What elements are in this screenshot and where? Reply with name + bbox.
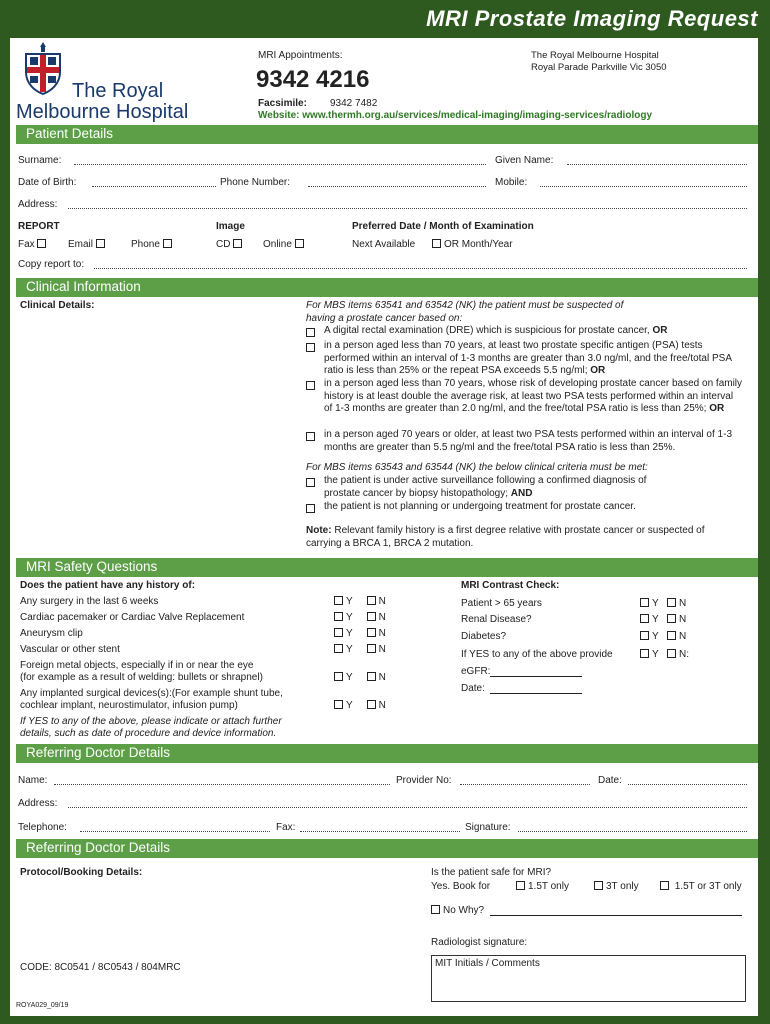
checkbox[interactable] (640, 631, 649, 640)
safety-q3: Aneurysm clip (20, 628, 83, 639)
no-label: N (679, 598, 687, 609)
checkbox[interactable] (667, 631, 676, 640)
patient-details-heading: Patient Details (16, 125, 758, 144)
yes-book-label: Yes. Book for (431, 881, 491, 892)
hospital-address-1: The Royal Melbourne Hospital (531, 50, 659, 61)
no-label: N: (679, 649, 690, 660)
image-online-option[interactable] (263, 239, 307, 251)
mobile-field[interactable] (540, 186, 747, 187)
checkbox[interactable] (431, 905, 440, 914)
dob-field[interactable] (92, 186, 216, 187)
option-either[interactable] (660, 881, 742, 893)
q3-yn[interactable] (334, 628, 386, 640)
booking-code: CODE: 8C0541 / 8C0543 / 804MRC (20, 962, 181, 973)
option-either-label: 1.5T or 3T only (674, 881, 742, 892)
report-email-label: Email (68, 239, 94, 250)
checkbox[interactable] (334, 672, 343, 681)
safety-note-a: If YES to any of the above, please indicate or attach further (20, 716, 282, 727)
logo-line-2: Melbourne Hospital (16, 101, 189, 123)
checkbox[interactable] (233, 239, 242, 248)
given-name-field[interactable] (567, 164, 747, 165)
protocol-label: Protocol/Booking Details: (20, 867, 143, 878)
note-label: Note: (306, 525, 332, 536)
option-3t-label: 3T only (606, 881, 639, 892)
checkbox[interactable] (640, 649, 649, 658)
doctor-address-field[interactable] (68, 807, 747, 808)
criterion-6: the patient is not planning or undergoing treatment for prostate cancer. (324, 501, 636, 512)
c2-yn[interactable] (640, 614, 686, 626)
booking-heading: Referring Doctor Details (16, 839, 758, 858)
report-phone-label: Phone (131, 239, 160, 250)
yes-label: Y (652, 614, 659, 625)
contrast-q3: Diabetes? (461, 631, 507, 642)
safety-q2: Cardiac pacemaker or Cardiac Valve Replacement (20, 612, 245, 623)
c1-yn[interactable] (640, 598, 686, 610)
criterion-3-checkbox[interactable] (306, 381, 315, 390)
report-fax-option[interactable] (18, 239, 49, 251)
contrast-q4: If YES to any of the above provide (461, 649, 613, 660)
contrast-heading: MRI Contrast Check: (461, 580, 560, 591)
radiologist-signature-label: Radiologist signature: (431, 937, 528, 948)
c3-yn[interactable] (640, 631, 686, 643)
note-text: Relevant family history is a first degree relative with prostate cancer or suspected of carrying a BRCA 1, BRCA 2 mutation. (306, 525, 705, 549)
no-label: N (378, 628, 386, 639)
clinical-details-label: Clinical Details: (20, 300, 95, 311)
dob-label: Date of Birth: (18, 177, 77, 188)
q4-yn[interactable] (334, 644, 386, 656)
doctor-name-label: Name: (18, 775, 48, 786)
checkbox[interactable] (516, 881, 525, 890)
address-field[interactable] (68, 208, 747, 209)
checkbox[interactable] (367, 628, 376, 637)
checkbox[interactable] (640, 598, 649, 607)
c4-yn[interactable] (640, 649, 689, 661)
checkbox[interactable] (660, 881, 669, 890)
history-label: Does the patient have any history of: (20, 580, 196, 591)
given-name-label: Given Name: (495, 155, 554, 166)
no-label: N (378, 700, 386, 711)
doctor-name-field[interactable] (54, 784, 390, 785)
clinical-info-heading: Clinical Information (16, 278, 758, 297)
mbs1-intro: For MBS items 63541 and 63542 (NK) the patient must be suspected of having a prostate cancer based on: (306, 300, 624, 324)
doctor-date-field[interactable] (628, 784, 747, 785)
yes-label: Y (346, 700, 353, 711)
no-label: N (679, 614, 687, 625)
option-1-5t-label: 1.5T only (528, 881, 569, 892)
mit-comments-box[interactable] (431, 955, 746, 1002)
yes-label: Y (652, 631, 659, 642)
checkbox[interactable] (295, 239, 304, 248)
signature-field[interactable] (518, 831, 747, 832)
option-1-5t[interactable] (516, 881, 569, 893)
or-label: OR (652, 325, 668, 336)
no-label: N (378, 644, 386, 655)
image-online-label: Online (263, 239, 292, 250)
provider-no-label: Provider No: (396, 775, 452, 786)
report-email-option[interactable] (68, 239, 108, 251)
checkbox[interactable] (667, 649, 676, 658)
form-title: MRI Prostate Imaging Request (426, 6, 758, 31)
criterion-4: in a person aged 70 years or older, at least two PSA tests performed within an interval of 1-3 months are greater than 5.5 ng/ml and the free/total PSA ratio is less than 25%. (324, 429, 733, 453)
mri-safety-heading: MRI Safety Questions (16, 558, 758, 577)
no-label: N (378, 612, 386, 623)
report-heading: REPORT (18, 221, 60, 232)
checkbox[interactable] (367, 644, 376, 653)
hospital-crest-icon (20, 40, 66, 96)
no-label: N (679, 631, 687, 642)
no-why-label: No Why? (443, 905, 485, 916)
criterion-2-text: in a person aged less than 70 years, at least two prostate specific antigen (PSA) tests performed within an interval of 1-3 months are greater than 3.0 ng/ml, and the free/total PSA ratio is less than 25% or the repeat PSA exceeds 5.5 ng/ml; (324, 340, 732, 376)
no-why-option[interactable] (431, 905, 484, 917)
telephone-label: Telephone: (18, 822, 67, 833)
option-3t[interactable] (594, 881, 639, 893)
preferred-heading: Preferred Date / Month of Examination (352, 221, 534, 232)
safety-q6b: cochlear implant, neurostimulator, infusion pump) (20, 700, 238, 711)
criterion-3-text: in a person aged less than 70 years, whose risk of developing prostate cancer based on family history is at least double the average risk, at least two PSA tests performed within an interval of 1-3 months are greater than 2.0 ng/ml, and the free/total PSA ratio is less than 25%; (324, 378, 743, 414)
yes-label: Y (652, 649, 659, 660)
checkbox[interactable] (334, 628, 343, 637)
criterion-1 (324, 325, 744, 338)
form-page (10, 38, 758, 1016)
safety-q5a: Foreign metal objects, especially if in or near the eye (20, 660, 254, 671)
and-label: AND (510, 487, 533, 499)
checkbox[interactable] (367, 612, 376, 621)
mbs2-intro: For MBS items 63543 and 63544 (NK) the below clinical criteria must be met: (306, 462, 648, 473)
checkbox[interactable] (334, 612, 343, 621)
criterion-3 (324, 378, 744, 416)
checkbox[interactable] (367, 672, 376, 681)
or-month-label: OR Month/Year (444, 239, 513, 250)
contrast-date-label: Date: (461, 683, 485, 694)
safety-note-b: details, such as date of procedure and device information. (20, 728, 277, 739)
yes-label: Y (346, 596, 353, 607)
checkbox[interactable] (594, 881, 603, 890)
checkbox[interactable] (367, 700, 376, 709)
signature-label: Signature: (465, 822, 511, 833)
checkbox[interactable] (334, 700, 343, 709)
q1-yn[interactable] (334, 596, 386, 608)
criterion-4-checkbox[interactable] (306, 432, 315, 441)
logo-line-1: The Royal (72, 80, 164, 102)
safety-q6a: Any implanted surgical devices(s):(For example shunt tube, (20, 688, 283, 699)
contrast-q1: Patient > 65 years (461, 598, 542, 609)
image-heading: Image (216, 221, 245, 232)
checkbox[interactable] (334, 596, 343, 605)
doctor-fax-field[interactable] (300, 831, 460, 832)
hospital-address-2: Royal Parade Parkville Vic 3050 (531, 62, 667, 73)
form-id: ROYA029_09/19 (16, 1002, 69, 1009)
address-label: Address: (18, 199, 58, 210)
safety-q1: Any surgery in the last 6 weeks (20, 596, 159, 607)
checkbox[interactable] (367, 596, 376, 605)
surname-label: Surname: (18, 155, 62, 166)
report-fax-label: Fax (18, 239, 35, 250)
facsimile-number: 9342 7482 (330, 98, 378, 109)
no-label: N (378, 672, 386, 683)
phone-label: Phone Number: (220, 177, 291, 188)
egfr-field[interactable] (490, 676, 582, 677)
checkbox[interactable] (163, 239, 172, 248)
image-cd-option[interactable] (216, 239, 245, 251)
no-why-field[interactable] (490, 915, 742, 916)
checkbox[interactable] (667, 598, 676, 607)
report-phone-option[interactable] (131, 239, 175, 251)
contrast-date-field[interactable] (490, 693, 582, 694)
checkbox[interactable] (432, 239, 441, 248)
criterion-2-checkbox[interactable] (306, 343, 315, 352)
criterion-1-checkbox[interactable] (306, 328, 315, 337)
mit-comments-label: MIT Initials / Comments (435, 958, 540, 969)
checkbox[interactable] (667, 614, 676, 623)
surname-field[interactable] (74, 164, 486, 165)
or-label: OR (709, 403, 725, 414)
or-label: OR (590, 365, 606, 376)
copy-report-field[interactable] (94, 268, 747, 269)
or-month-option[interactable] (432, 239, 513, 251)
contrast-q2: Renal Disease? (461, 614, 532, 625)
provider-no-field[interactable] (460, 784, 590, 785)
criterion-1-text: A digital rectal examination (DRE) which is suspicious for prostate cancer, (324, 325, 650, 336)
checkbox[interactable] (640, 614, 649, 623)
image-cd-label: CD (216, 239, 231, 250)
yes-label: Y (346, 644, 353, 655)
copy-report-label: Copy report to: (18, 259, 85, 270)
appointments-phone: 9342 4216 (256, 66, 370, 93)
q5-yn[interactable] (334, 672, 386, 684)
safe-question: Is the patient safe for MRI? (431, 867, 552, 878)
yes-label: Y (346, 672, 353, 683)
telephone-field[interactable] (80, 831, 270, 832)
criterion-2 (324, 340, 744, 378)
criterion-5-checkbox[interactable] (306, 478, 315, 487)
doctor-address-label: Address: (18, 798, 58, 809)
yes-label: Y (346, 628, 353, 639)
appointments-label: MRI Appointments: (258, 50, 343, 61)
referring-doctor-heading: Referring Doctor Details (16, 744, 758, 763)
next-available-label: Next Available (352, 239, 416, 250)
q2-yn[interactable] (334, 612, 386, 624)
safety-q5b: (for example as a result of welding: bullets or shrapnel) (20, 672, 263, 683)
facsimile-label: Facsimile: (258, 98, 307, 109)
q6-yn[interactable] (334, 700, 386, 712)
clinical-note (306, 525, 726, 550)
egfr-label: eGFR: (461, 666, 491, 677)
checkbox[interactable] (37, 239, 46, 248)
criterion-6-checkbox[interactable] (306, 504, 315, 513)
website-link[interactable]: Website: www.thermh.org.au/services/medical-imaging/imaging-services/radiology (258, 110, 653, 121)
phone-field[interactable] (308, 186, 486, 187)
doctor-date-label: Date: (598, 775, 622, 786)
yes-label: Y (652, 598, 659, 609)
checkbox[interactable] (334, 644, 343, 653)
no-label: N (378, 596, 386, 607)
criterion-5-text: the patient is under active surveillance following a confirmed diagnosis of prostate cancer by biopsy histopathology; (324, 475, 647, 499)
checkbox[interactable] (96, 239, 105, 248)
doctor-fax-label: Fax: (276, 822, 296, 833)
mobile-label: Mobile: (495, 177, 528, 188)
safety-q4: Vascular or other stent (20, 644, 120, 655)
yes-label: Y (346, 612, 353, 623)
criterion-5 (324, 475, 664, 500)
